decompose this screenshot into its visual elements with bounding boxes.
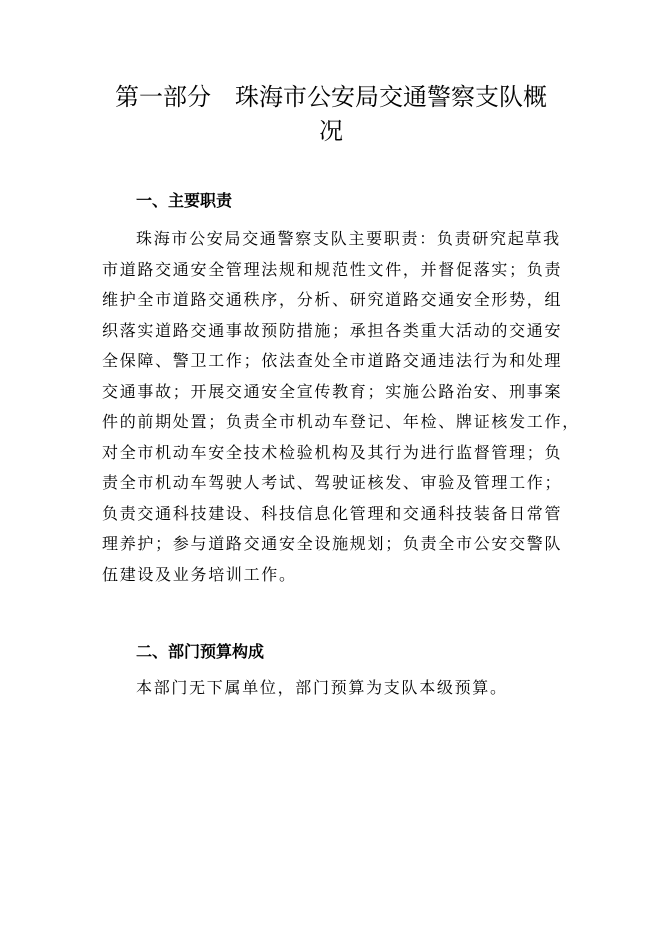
title-line-2: 况	[319, 117, 343, 145]
page-title	[100, 80, 562, 148]
responsibilities-paragraph	[102, 224, 580, 590]
section-heading-responsibilities: 一、主要职责	[136, 191, 233, 210]
budget-structure-paragraph	[102, 673, 564, 704]
title-part-label: 第一部分	[115, 83, 211, 111]
section-heading-budget-structure: 二、部门预算构成	[136, 642, 265, 661]
paragraph-line: 全保障、警卫工作；依法查处全市道路交通违法行为和处理	[102, 351, 563, 370]
paragraph-line: 负责交通科技建设、科技信息化管理和交通科技装备日常管	[102, 503, 563, 523]
paragraph-line: 责全市机动车驾驶人考试、驾驶证核发、审验及管理工作；	[102, 473, 563, 492]
paragraph-line: 维护全市道路交通秩序，分析、研究道路交通安全形势，组	[102, 290, 563, 309]
paragraph-line: 伍建设及业务培训工作。	[102, 564, 297, 584]
paragraph-line: 理养护；参与道路交通安全设施规划；负责全市公安交警队	[102, 534, 563, 553]
paragraph-line: 本部门无下属单位，部门预算为支队本级预算。	[136, 678, 508, 697]
title-organization: 珠海市公安局交通警察支队概	[235, 83, 547, 111]
paragraph-line: 对全市机动车安全技术检验机构及其行为进行监督管理；负	[102, 442, 563, 462]
paragraph-line: 织落实道路交通事故预防措施；承担各类重大活动的交通安	[102, 320, 563, 340]
title-line-1	[100, 80, 562, 114]
paragraph-line: 件的前期处置；负责全市机动车登记、年检、牌证核发工作，	[102, 412, 580, 431]
paragraph-line: 市道路交通安全管理法规和规范性文件，并督促落实；负责	[102, 259, 563, 279]
paragraph-line: 珠海市公安局交通警察支队主要职责：负责研究起草我	[136, 229, 561, 248]
paragraph-line: 交通事故；开展交通安全宣传教育；实施公路治安、刑事案	[102, 381, 563, 401]
